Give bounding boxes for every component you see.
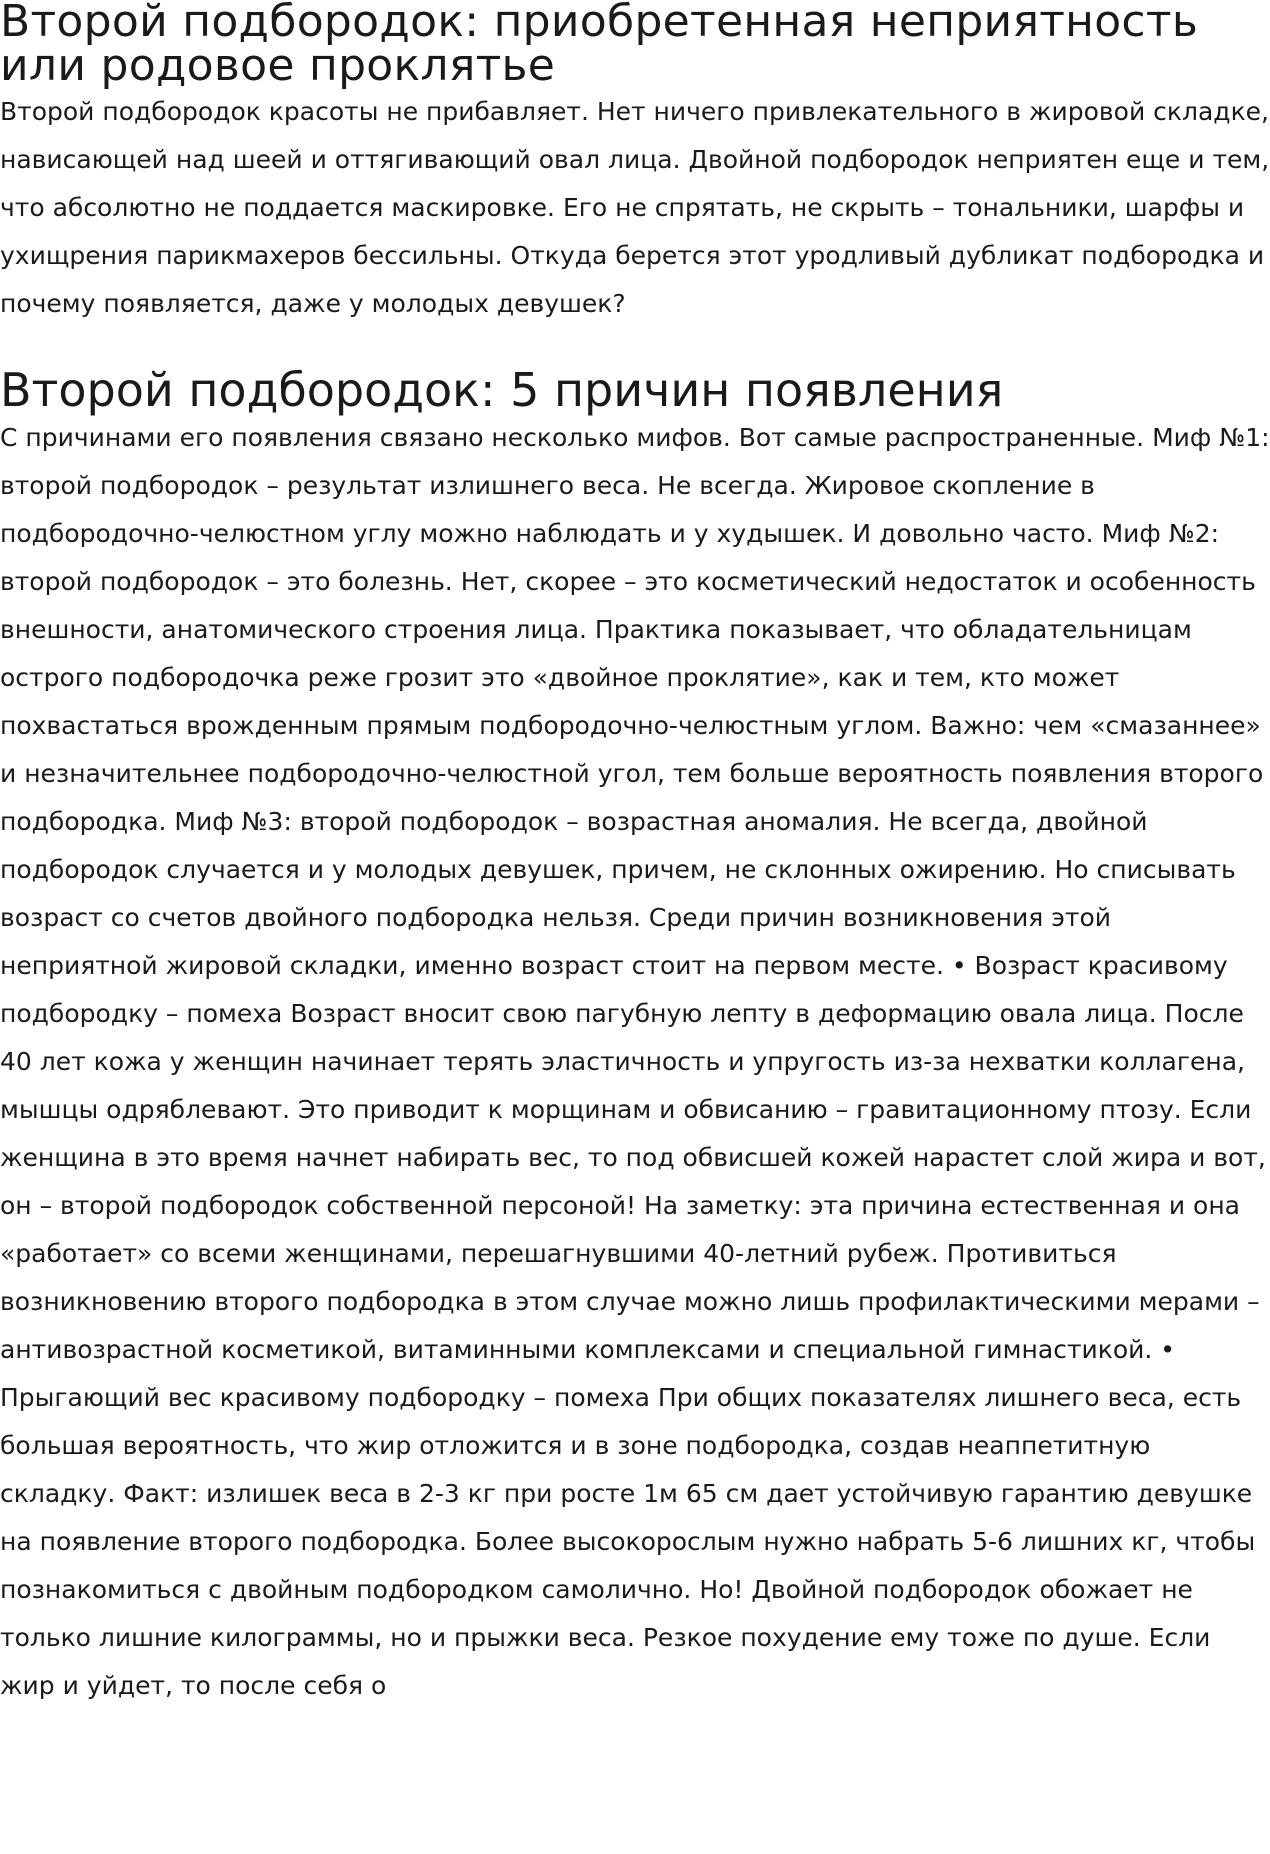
section-heading: Второй подбородок: 5 причин появления <box>0 363 1004 417</box>
article-title: Второй подбородок: приобретенная неприятность или родовое проклятье <box>0 0 1199 91</box>
section-paragraph: С причинами его появления связано несколько мифов. Вот самые распространенные. Миф №1: второй подбородок – результат излишнего веса. Не всегда. Жировое скопление в подбородочно-челюстном углу можно наблюдать и у худышек. И довольно часто. Миф №2: второй подбородок – это болезнь. Нет, скорее – это косметический недостаток и особенность внешности, анатомического строения лица. Практика показывает, что обладательницам острого подбородочка реже грозит это «двойное проклятие», как и тем, кто может похвастаться врожденным прямым подбородочно-челюстным углом. Важно: чем «смазаннее» и незначительнее подбородочно-челюстной угол, тем больше вероятность появления второго подбородка. Миф №3: второй подбородок – возрастная аномалия. Не всегда, двойной подбородок случается и у молодых девушек, причем, не склонных ожирению. Но списывать возраст со счетов двойного подбородка нельзя. Среди причин возникновения этой неприятной жировой складки, именно возраст стоит на первом месте. • Возраст красивому подбородку – помеха Возраст вносит свою пагубную лепту в деформацию овала лица. После 40 лет кожа у женщин начинает терять эластичность и упругость из-за нехватки коллагена, мышцы одряблевают. Это приводит к морщинам и обвисанию – гравитационному птозу. Если женщина в это время начнет набирать вес, то под обвисшей кожей нарастет слой жира и вот, он – второй подбородок собственной персоной! На заметку: эта причина естественная и она «работает» со всеми женщинами, перешагнувшими 40-летний рубеж. Противиться возникновению второго подбородка в этом случае можно лишь профилактическими мерами – антивозрастной косметикой, витаминными комплексами и специальной гимнастикой. • Прыгающий вес красивому подбородку – помеха При общих показателях лишнего веса, есть большая вероятность, что жир отложится и в зоне подбородка, создав неаппетитную складку. Факт: излишек веса в 2-3 кг при росте 1м 65 см дает устойчивую гарантию девушке на появление второго подбородка. Более высокорослым нужно набрать 5-6 лишних кг, чтобы познакомиться с двойным подбородком самолично. Но! Двойной подбородок обожает не только лишние килограммы, но и прыжки веса. Резкое похудение ему тоже по душе. Если жир и уйдет, то после себя о <box>0 423 1270 1700</box>
intro-paragraph: Второй подбородок красоты не прибавляет. Нет ничего привлекательного в жировой складке, нависающей над шеей и оттягивающий овал лица. Двойной подбородок неприятен еще и тем, что абсолютно не поддается маскировке. Его не спрятать, не скрыть – тональники, шарфы и ухищрения парикмахеров бессильны. Откуда берется этот уродливый дубликат подбородка и почему появляется, даже у молодых девушек? <box>0 97 1270 318</box>
